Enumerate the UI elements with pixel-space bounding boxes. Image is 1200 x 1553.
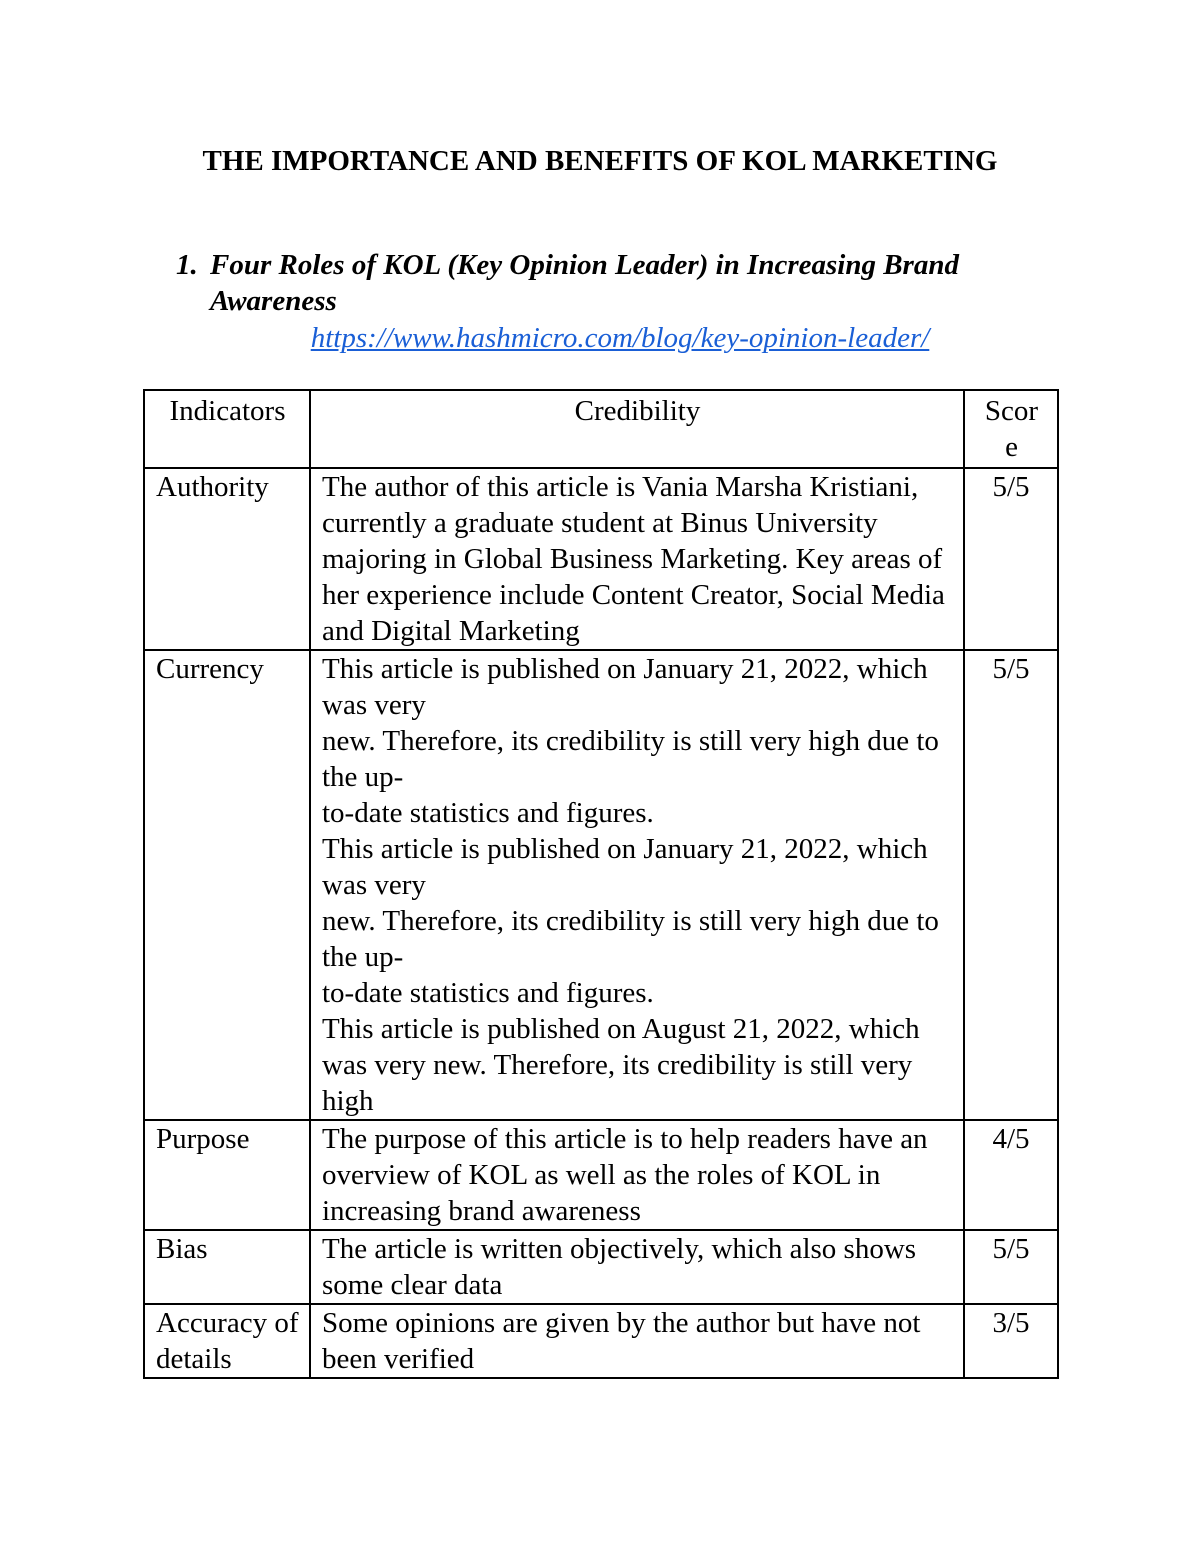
table-row — [144, 1304, 1058, 1378]
credibility-cell — [310, 650, 964, 1120]
indicator-cell: Accuracy of details — [144, 1304, 310, 1378]
credibility-text: to-date statistics and figures. — [322, 797, 654, 829]
table-row — [144, 468, 1058, 650]
header-score-line: Scor — [984, 395, 1039, 427]
credibility-text: This article is published on January 21, 2022, which was very — [322, 833, 928, 901]
credibility-table — [143, 389, 1059, 1379]
credibility-text: to-date statistics and figures. — [322, 977, 654, 1009]
indicator-cell: Currency — [144, 650, 310, 1120]
table-header-row — [144, 390, 1058, 468]
table-row — [144, 1120, 1058, 1230]
indicator-cell: Authority — [144, 468, 310, 650]
header-credibility: Credibility — [310, 390, 964, 468]
credibility-text: new. Therefore, its credibility is still very high due to the up- — [322, 905, 939, 973]
document-title: THE IMPORTANCE AND BENEFITS OF KOL MARKETING — [202, 145, 998, 177]
credibility-text: The article is written objectively, which also shows some clear data — [322, 1233, 917, 1301]
credibility-text: The author of this article is Vania Marsha Kristiani, currently a graduate student at Binus University majoring in Global Business Marketing. Key areas of her experience include Content Creator, Social Media and Digital Marketing — [322, 471, 945, 647]
section-heading — [176, 247, 1056, 319]
table-row — [144, 1230, 1058, 1304]
header-score — [964, 390, 1058, 468]
score-cell: 5/5 — [964, 468, 1058, 650]
credibility-text: This article is published on August 21, 2022, which was very new. Therefore, its credibility is still very high — [322, 1013, 920, 1117]
credibility-cell — [310, 1230, 964, 1304]
credibility-text: new. Therefore, its credibility is still very high due to the up- — [322, 725, 939, 793]
credibility-text: Some opinions are given by the author but have not been verified — [322, 1307, 921, 1375]
credibility-text: The purpose of this article is to help readers have an overview of KOL as well as the roles of KOL in increasing brand awareness — [322, 1123, 928, 1227]
credibility-cell — [310, 1304, 964, 1378]
indicator-cell: Purpose — [144, 1120, 310, 1230]
score-cell: 5/5 — [964, 650, 1058, 1120]
score-cell: 3/5 — [964, 1304, 1058, 1378]
credibility-cell — [310, 1120, 964, 1230]
score-cell: 4/5 — [964, 1120, 1058, 1230]
section-heading-text: Four Roles of KOL (Key Opinion Leader) in Increasing Brand Awareness — [210, 249, 959, 317]
credibility-text: This article is published on January 21, 2022, which was very — [322, 653, 928, 721]
section-number: 1. — [176, 249, 198, 281]
indicator-cell: Bias — [144, 1230, 310, 1304]
header-indicators: Indicators — [144, 390, 310, 468]
source-link[interactable]: https://www.hashmicro.com/blog/key-opinion-leader/ — [310, 322, 930, 354]
header-score-line: e — [1005, 431, 1018, 463]
table-row — [144, 650, 1058, 1120]
score-cell: 5/5 — [964, 1230, 1058, 1304]
credibility-cell — [310, 468, 964, 650]
